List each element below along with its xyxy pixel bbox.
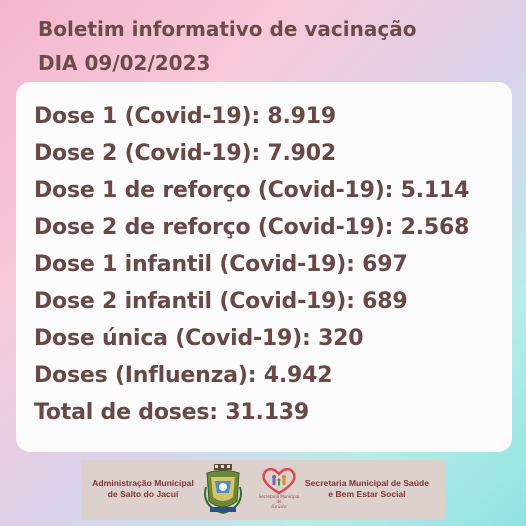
stat-value: 5.114 (400, 178, 470, 203)
stat-value: 689 (362, 289, 408, 314)
secretariat-line-1: Secretaria Municipal de Saúde (304, 478, 430, 488)
administration-label (87, 478, 199, 500)
stat-value: 320 (318, 326, 364, 351)
stat-row-booster1 (34, 172, 504, 209)
heart-logo-caption: Secretaria Municipal de (258, 494, 300, 504)
stat-row-dose1 (34, 98, 504, 135)
stat-row-single-dose (34, 320, 504, 357)
stat-label: Dose única (Covid-19): (34, 326, 319, 351)
stat-label: Doses (Influenza): (34, 363, 264, 388)
stat-row-child-dose2 (34, 283, 504, 320)
stat-row-total (34, 394, 504, 431)
bulletin-date: DIA 09/02/2023 (38, 51, 211, 75)
stat-value: 8.919 (267, 104, 337, 129)
administration-line-2: de Salto do Jacuí (107, 489, 179, 499)
stat-value: 7.902 (267, 141, 337, 166)
stat-row-influenza (34, 357, 504, 394)
bulletin-header (38, 14, 498, 78)
stat-value: 31.139 (225, 400, 310, 425)
secretariat-line-2: e Bem Estar Social (328, 489, 406, 499)
stat-label: Total de doses: (34, 400, 226, 425)
stat-label: Dose 1 infantil (Covid-19): (34, 252, 363, 277)
stat-value: 697 (362, 252, 408, 277)
municipal-seal-icon (203, 463, 243, 517)
stat-value: 2.568 (400, 215, 470, 240)
stat-label: Dose 1 de reforço (Covid-19): (34, 178, 401, 203)
stat-row-dose2 (34, 135, 504, 172)
stat-value: 4.942 (263, 363, 333, 388)
stat-row-booster2 (34, 209, 504, 246)
stat-label: Dose 2 (Covid-19): (34, 141, 268, 166)
bulletin-title: Boletim informativo de vacinação (38, 17, 417, 41)
stat-label: Dose 2 infantil (Covid-19): (34, 289, 363, 314)
secretariat-label (293, 478, 441, 500)
stat-row-child-dose1 (34, 246, 504, 283)
stats-list (34, 98, 504, 431)
administration-line-1: Administração Municipal (92, 478, 194, 488)
footer-banner (81, 460, 445, 520)
heart-logo-script: Saúde (271, 504, 287, 510)
stat-label: Dose 1 (Covid-19): (34, 104, 268, 129)
stat-label: Dose 2 de reforço (Covid-19): (34, 215, 401, 240)
